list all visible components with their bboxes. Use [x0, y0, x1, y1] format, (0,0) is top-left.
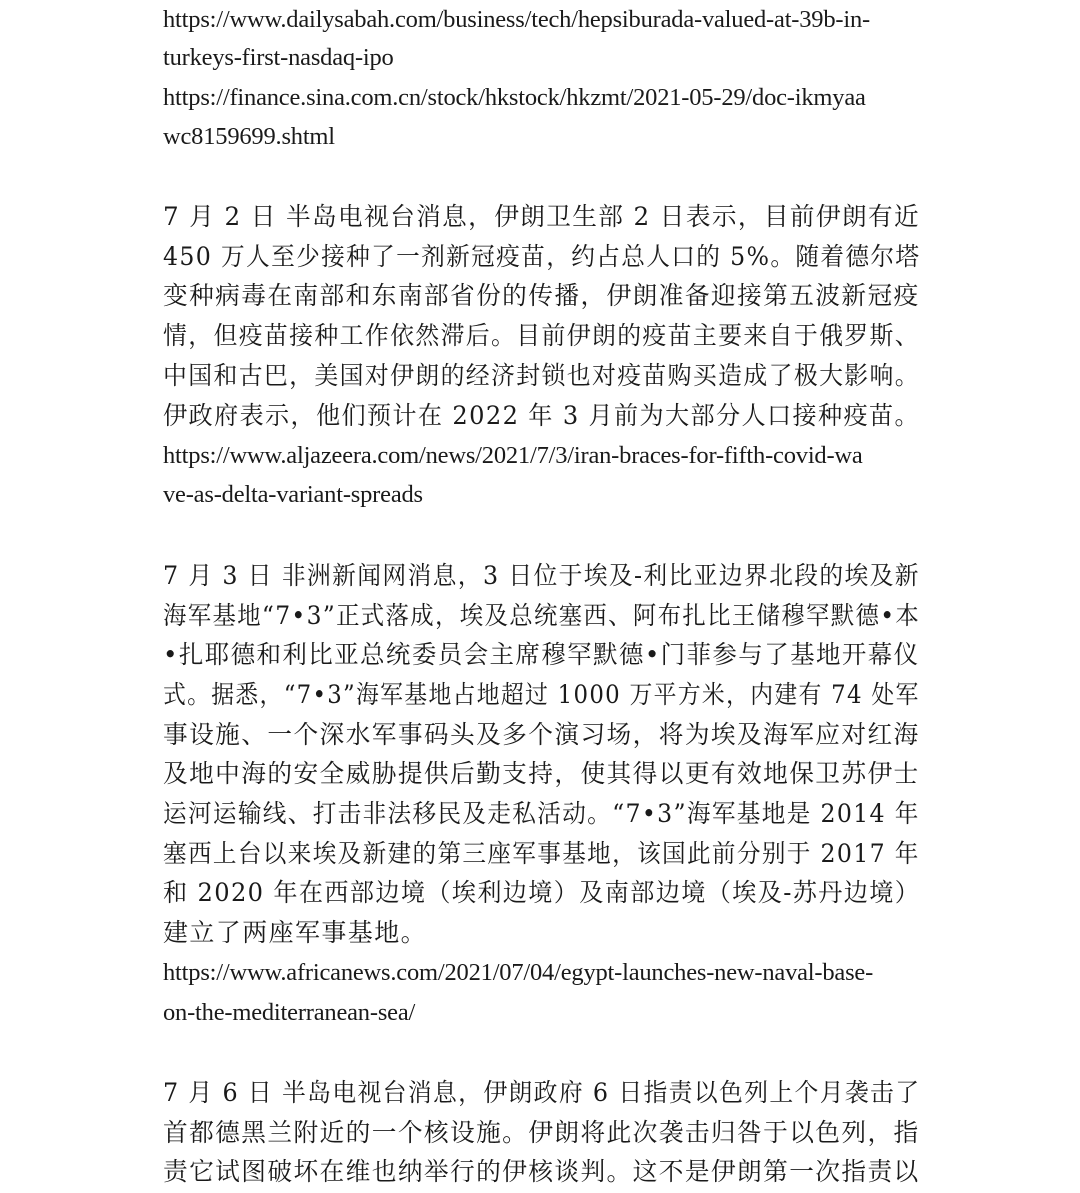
news-paragraph-line: 建立了两座军事基地。 [163, 918, 428, 947]
news-paragraph-line: 7 月 3 日 非洲新闻网消息，3 日位于埃及-利比亚边界北段的埃及新 [163, 561, 920, 590]
news-paragraph-line: 7 月 2 日 半岛电视台消息，伊朗卫生部 2 日表示，目前伊朗有近 [163, 202, 921, 231]
news-paragraph-line: 首都德黑兰附近的一个核设施。伊朗将此次袭击归咎于以色列，指 [163, 1118, 920, 1147]
source-link[interactable]: https://www.africanews.com/2021/07/04/egypt-launches-new-naval-base- [163, 959, 874, 986]
news-paragraph-line: 责它试图破坏在维也纳举行的伊核谈判。这不是伊朗第一次指责以 [163, 1157, 920, 1186]
news-paragraph-line: 7 月 6 日 半岛电视台消息，伊朗政府 6 日指责以色列上个月袭击了 [163, 1078, 921, 1107]
news-paragraph-line: 及地中海的安全威胁提供后勤支持，使其得以更有效地保卫苏伊士 [163, 759, 920, 788]
news-paragraph-line: 运河运输线、打击非法移民及走私活动。“7•3”海军基地是 2014 年 [163, 799, 920, 828]
news-paragraph-line: 中国和古巴，美国对伊朗的经济封锁也对疫苗购买造成了极大影响。 [163, 361, 921, 390]
source-link[interactable]: on-the-mediterranean-sea/ [163, 999, 416, 1026]
news-paragraph-line: 式。据悉，“7•3”海军基地占地超过 1000 万平方米，内建有 74 处军 [163, 680, 920, 709]
source-link[interactable]: https://www.dailysabah.com/business/tech/hepsiburada-valued-at-39b-in- [163, 6, 870, 33]
news-paragraph-line: •扎耶德和利比亚总统委员会主席穆罕默德•门菲参与了基地开幕仪 [163, 640, 920, 669]
source-link[interactable]: wc8159699.shtml [163, 123, 335, 150]
news-paragraph-line: 海军基地“7•3”正式落成，埃及总统塞西、阿布扎比王储穆罕默德•本 [163, 601, 921, 630]
news-paragraph-line: 事设施、一个深水军事码头及多个演习场，将为埃及海军应对红海 [163, 720, 920, 749]
news-paragraph-line: 塞西上台以来埃及新建的第三座军事基地，该国此前分别于 2017 年 [163, 839, 920, 868]
news-paragraph-line: 变种病毒在南部和东南部省份的传播，伊朗准备迎接第五波新冠疫 [163, 281, 920, 310]
source-link[interactable]: ve-as-delta-variant-spreads [163, 481, 423, 508]
source-link[interactable]: turkeys-first-nasdaq-ipo [163, 44, 394, 71]
news-paragraph-line: 和 2020 年在西部边境（埃利边境）及南部边境（埃及-苏丹边境） [163, 878, 921, 907]
news-paragraph-line: 情，但疫苗接种工作依然滞后。目前伊朗的疫苗主要来自于俄罗斯、 [163, 321, 921, 350]
news-paragraph-line: 伊政府表示，他们预计在 2022 年 3 月前为大部分人口接种疫苗。 [163, 401, 920, 430]
source-link[interactable]: https://finance.sina.com.cn/stock/hkstock/hkzmt/2021-05-29/doc-ikmyaa [163, 84, 866, 111]
source-link[interactable]: https://www.aljazeera.com/news/2021/7/3/iran-braces-for-fifth-covid-wa [163, 442, 863, 469]
news-paragraph-line: 450 万人至少接种了一剂新冠疫苗，约占总人口的 5%。随着德尔塔 [163, 242, 921, 271]
